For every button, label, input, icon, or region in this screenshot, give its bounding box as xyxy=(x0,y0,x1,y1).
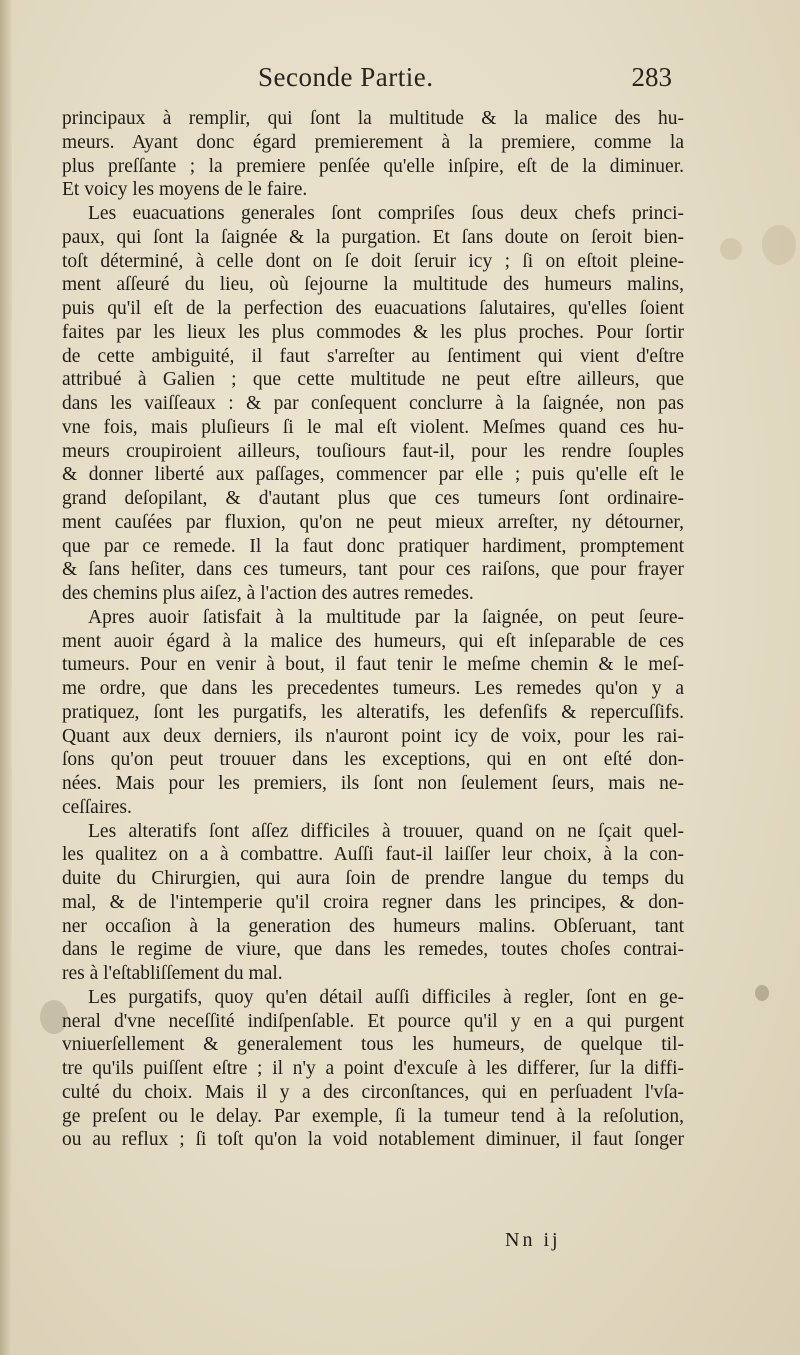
text-line: des chemins plus aiſez, à l'action des autres remedes. xyxy=(62,583,474,604)
text-line: toſt déterminé, à celle dont on ſe doit ſeruir icy ; ſi on eſtoit pleine- xyxy=(62,250,684,272)
paper-stain xyxy=(762,225,796,265)
text-line: tumeurs. Pour en venir à bout, il faut tenir le meſme chemin & le meſ- xyxy=(62,654,684,676)
text-line: duite du Chirurgien, qui aura ſoin de prendre langue du temps du xyxy=(62,868,684,889)
text-line: res à l'eſtabliſſement du mal. xyxy=(62,963,283,984)
text-line: grand deſopilant, & d'autant plus que ces tumeurs ſont ordinaire- xyxy=(62,488,684,509)
text-line: culté du choix. Mais il y a des circonſtances, qui en perſuadent l'vſa- xyxy=(62,1081,684,1103)
page-number: 283 xyxy=(631,62,672,92)
text-line: ment auoir égard à la malice des humeurs, qui eſt inſeparable de ces xyxy=(62,630,684,652)
text-line: ge preſent ou le delay. Par exemple, ſi la tumeur tend à la reſolution, xyxy=(62,1105,684,1127)
signature-mark: Nn ij xyxy=(505,1229,561,1251)
text-line: dans les vaiſſeaux : & par conſequent conclurre à la ſaignée, non pas xyxy=(62,393,684,414)
text-line: principaux à remplir, qui ſont la multitude & la malice des hu- xyxy=(62,108,684,129)
text-line: & ſans heſiter, dans ces tumeurs, tant pour ces raiſons, que pour frayer xyxy=(62,559,684,581)
paper-stain xyxy=(720,238,742,260)
text-line: meurs. Ayant donc égard premierement à la premiere, comme la xyxy=(62,131,684,153)
text-line: de cette ambiguité, il faut s'arreſter au ſentiment qui vient d'eſtre xyxy=(62,345,684,367)
text-line: faites par les lieux les plus commodes & les plus proches. Pour ſortir xyxy=(62,321,684,343)
text-line: plus preſſante ; la premiere penſée qu'elle inſpire, eſt de la diminuer. xyxy=(62,155,684,177)
paper-stain xyxy=(755,985,769,1001)
text-line: dans le regime de viure, que dans les remedes, toutes choſes contrai- xyxy=(62,939,684,961)
text-line: ſons qu'on peut trouuer dans les exceptions, qui en ont eſté don- xyxy=(62,749,684,771)
text-line: neral d'vne neceſſité indiſpenſable. Et pource qu'il y en a qui purgent xyxy=(62,1010,684,1032)
text-line: ment cauſées par fluxion, qu'on ne peut mieux arreſter, ny détourner, xyxy=(62,511,684,533)
text-line: pratiquez, ſont les purgatifs, les alteratifs, les defenſifs & repercuſſifs. xyxy=(62,701,684,723)
text-line: puis qu'il eſt de la perfection des euacuations ſalutaires, qu'elles ſoient xyxy=(62,298,684,319)
text-line: mal, & de l'intemperie qu'il croira regner dans les principes, & don- xyxy=(62,891,684,913)
text-line: Quant aux deux derniers, ils n'auront point icy de voix, pour les rai- xyxy=(62,725,684,747)
text-line: Les euacuations generales ſont compriſes ſous deux chefs princi- xyxy=(88,203,684,224)
text-line: ou au reflux ; ſi toſt qu'on la void notablement diminuer, il faut ſonger xyxy=(62,1129,684,1151)
text-line: vne fois, mais pluſieurs ſi le mal eſt violent. Meſmes quand ces hu- xyxy=(62,416,684,438)
body-text xyxy=(62,107,684,1152)
text-line: Et voicy les moyens de le faire. xyxy=(62,179,308,201)
text-line: les qualitez on a à combattre. Auſſi faut-il laiſſer leur choix, à la con- xyxy=(62,844,684,866)
text-line: ment aſſeuré du lieu, où ſejourne la multitude des humeurs malins, xyxy=(62,274,684,296)
text-line: nées. Mais pour les premiers, ils ſont non ſeulement ſeurs, mais ne- xyxy=(62,773,684,794)
text-line: vniuerſellement & generalement tous les humeurs, de quelque til- xyxy=(62,1034,684,1056)
text-line: Apres auoir ſatisfait à la multitude par la ſaignée, on peut ſeure- xyxy=(88,606,684,628)
text-line: me ordre, que dans les precedentes tumeurs. Les remedes qu'on y a xyxy=(62,678,684,699)
text-line: que par ce remede. Il la faut donc pratiquer hardiment, promptement xyxy=(62,535,684,557)
text-line: & donner liberté aux paſſages, commencer par elle ; puis qu'elle eſt le xyxy=(62,464,684,486)
text-line: meurs croupiroient ailleurs, touſiours faut-il, pour les rendre ſouples xyxy=(62,440,684,462)
text-line: tre qu'ils puiſſent eſtre ; il n'y a point d'excuſe à les differer, ſur la diffi- xyxy=(62,1058,684,1079)
text-line: attribué à Galien ; que cette multitude ne peut eſtre ailleurs, que xyxy=(62,369,684,391)
text-line: paux, qui ſont la ſaignée & la purgation. Et ſans doute on ſeroit bien- xyxy=(62,226,684,248)
text-line: ner occaſion à la generation des humeurs malins. Obſeruant, tant xyxy=(62,915,684,937)
running-head xyxy=(258,62,672,98)
text-line: Les alteratifs ſont aſſez difficiles à trouuer, quand on ne ſçait quel- xyxy=(88,820,684,842)
text-line: ceſſaires. xyxy=(62,796,132,818)
page-binding-shadow xyxy=(0,0,12,1355)
text-line: Les purgatifs, quoy qu'en détail auſſi difficiles à regler, ſont en ge- xyxy=(88,986,684,1008)
running-title: Seconde Partie. xyxy=(258,62,434,92)
